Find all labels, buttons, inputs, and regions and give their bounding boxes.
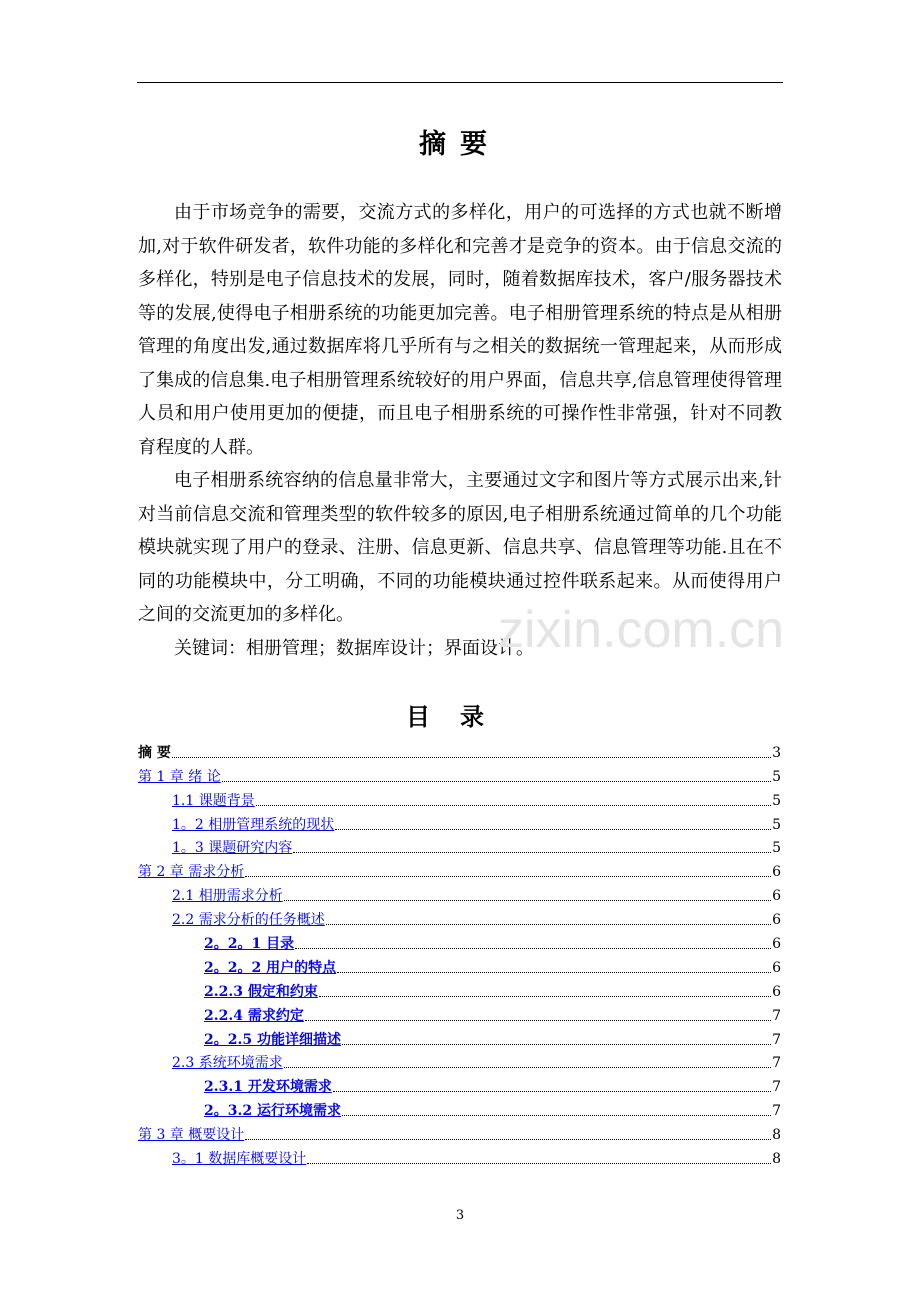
- toc-title: 目录: [406, 702, 514, 731]
- toc-entry-link[interactable]: 2。2。1 目录: [204, 936, 295, 953]
- table-of-contents: [138, 738, 781, 1168]
- toc-page-number: 5: [772, 768, 781, 785]
- toc-entry-link[interactable]: 3。1 数据库概要设计: [172, 1151, 307, 1168]
- abstract-title: 摘要: [419, 129, 501, 160]
- toc-entry-link[interactable]: 2.2 需求分析的任务概述: [172, 912, 325, 929]
- toc-leader: [342, 1044, 771, 1045]
- toc-entry-link[interactable]: 2。2.5 功能详细描述: [204, 1031, 341, 1048]
- keywords: 关键词：相册管理；数据库设计；界面设计。: [174, 637, 534, 659]
- abstract-paragraph-2: 电子相册系统容纳的信息量非常大，主要通过文字和图片等方式展示出来,针对当前信息交流和管理类型的软件较多的原因,电子相册系统通过简单的几个功能模块就实现了用户的登录、注册、信息更新、信息共享、信息管理等功能.且在不同的功能模块中，分工明确，不同的功能模块通过控件联系起来。从而使得用户之间的交流更加的多样化。: [138, 470, 782, 625]
- toc-entry[interactable]: [138, 905, 781, 929]
- toc-page-number: 6: [772, 912, 781, 929]
- toc-page-number: 6: [772, 888, 781, 905]
- toc-page-number: 5: [772, 840, 781, 857]
- toc-entry[interactable]: [138, 881, 781, 905]
- toc-leader: [307, 1163, 771, 1164]
- toc-entry-link[interactable]: 第 1 章 绪 论: [138, 768, 221, 785]
- toc-leader: [172, 757, 771, 758]
- page-number: 3: [455, 1208, 465, 1223]
- toc-entry[interactable]: [138, 834, 781, 858]
- toc-leader: [295, 948, 771, 949]
- toc-entry-link[interactable]: 2.2.4 需求约定: [204, 1007, 304, 1024]
- watermark: zixin.com.cn: [498, 601, 785, 659]
- toc-entry[interactable]: [138, 810, 781, 834]
- toc-leader: [319, 996, 771, 997]
- toc-leader: [333, 1091, 771, 1092]
- toc-entry[interactable]: [138, 786, 781, 810]
- toc-page-number: 7: [772, 1103, 781, 1120]
- toc-page-number: 7: [772, 1031, 781, 1048]
- toc-page-number: 8: [772, 1127, 781, 1144]
- toc-page-number: 8: [772, 1151, 781, 1168]
- toc-entry-link[interactable]: 2.1 相册需求分析: [172, 888, 283, 905]
- toc-leader: [284, 900, 771, 901]
- abstract-paragraph-1: 由于市场竞争的需要，交流方式的多样化，用户的可选择的方式也就不断增加,对于软件研发者，软件功能的多样化和完善才是竞争的资本。由于信息交流的多样化，特别是电子信息技术的发展，同时，随着数据库技术，客户/服务器技术等的发展,使得电子相册系统的功能更加完善。电子相册管理系统的特点是从相册管理的角度出发,通过数据库将几乎所有与之相关的数据统一管理起来，从而形成了集成的信息集.电子相册管理系统较好的用户界面，信息共享,信息管理使得管理人员和用户使用更加的便捷，而且电子相册系统的可操作性非常强，针对不同教育程度的人群。: [138, 202, 782, 458]
- toc-page-number: 3: [772, 744, 781, 761]
- toc-entry[interactable]: [138, 1144, 781, 1168]
- toc-leader: [326, 924, 771, 925]
- toc-entry: [138, 738, 781, 762]
- toc-entry-link[interactable]: 第 3 章 概要设计: [138, 1127, 245, 1144]
- toc-entry[interactable]: [138, 929, 781, 953]
- toc-entry-link[interactable]: 2。3.2 运行环境需求: [204, 1103, 341, 1120]
- toc-entry[interactable]: [138, 762, 781, 786]
- toc-entry[interactable]: [138, 953, 781, 977]
- header-rule: [137, 82, 783, 83]
- toc-leader: [342, 1115, 771, 1116]
- toc-entry[interactable]: [138, 1096, 781, 1120]
- toc-page-number: 6: [772, 983, 781, 1000]
- toc-entry-link[interactable]: 1.1 课题背景: [172, 792, 255, 809]
- toc-page-number: 7: [772, 1055, 781, 1072]
- toc-leader: [245, 1139, 771, 1140]
- toc-page-number: 6: [772, 936, 781, 953]
- toc-entry[interactable]: [138, 1120, 781, 1144]
- toc-entry-link[interactable]: 2.2.3 假定和约束: [204, 983, 318, 1000]
- toc-page-number: 7: [772, 1079, 781, 1096]
- toc-entry[interactable]: [138, 1001, 781, 1025]
- toc-page-number: 5: [772, 816, 781, 833]
- toc-leader: [256, 805, 771, 806]
- toc-leader: [222, 781, 771, 782]
- toc-leader: [335, 829, 771, 830]
- toc-page-number: 5: [772, 792, 781, 809]
- toc-entry[interactable]: [138, 1072, 781, 1096]
- toc-entry-link[interactable]: 第 2 章 需求分析: [138, 864, 245, 881]
- toc-entry[interactable]: [138, 977, 781, 1001]
- toc-entry-link[interactable]: 1。3 课题研究内容: [172, 840, 293, 857]
- toc-leader: [245, 876, 771, 877]
- toc-page-number: 6: [772, 864, 781, 881]
- toc-entry-link[interactable]: 2.3.1 开发环境需求: [204, 1079, 332, 1096]
- toc-page-number: 6: [772, 959, 781, 976]
- toc-leader: [284, 1067, 771, 1068]
- toc-entry-text: 摘 要: [138, 744, 171, 761]
- toc-entry[interactable]: [138, 1049, 781, 1073]
- toc-entry-link[interactable]: 1。2 相册管理系统的现状: [172, 816, 335, 833]
- toc-leader: [305, 1020, 771, 1021]
- toc-entry[interactable]: [138, 1025, 781, 1049]
- toc-leader: [293, 852, 771, 853]
- toc-entry-link[interactable]: 2.3 系统环境需求: [172, 1055, 283, 1072]
- toc-page-number: 7: [772, 1007, 781, 1024]
- toc-entry-link[interactable]: 2。2。2 用户的特点: [204, 959, 337, 976]
- abstract-body: [138, 196, 785, 665]
- toc-entry[interactable]: [138, 857, 781, 881]
- toc-leader: [337, 972, 771, 973]
